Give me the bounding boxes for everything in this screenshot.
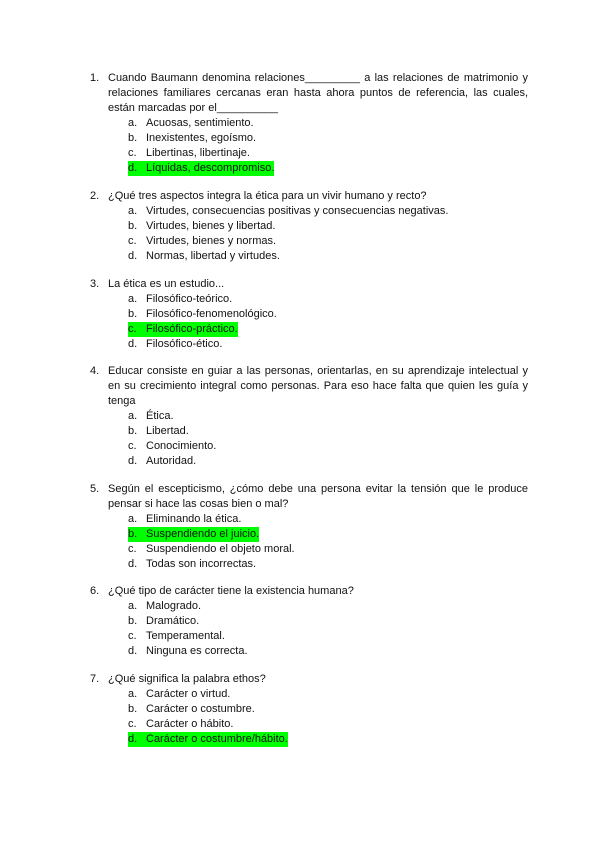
option-letter: c. — [128, 718, 137, 730]
question-number: 3. — [90, 278, 100, 290]
answer-options — [90, 687, 528, 747]
option-letter: a. — [128, 293, 138, 305]
option-d — [128, 732, 528, 747]
option-b — [128, 219, 528, 234]
option-text: Normas, libertad y virtudes. — [146, 250, 280, 262]
option-letter: d. — [128, 161, 146, 176]
option-b — [128, 702, 528, 717]
question-1 — [90, 71, 528, 176]
option-letter: a. — [128, 513, 138, 525]
option-b — [128, 614, 528, 629]
question-number: 4. — [90, 365, 100, 377]
answer-options — [90, 409, 528, 469]
option-text: Suspendiendo el objeto moral. — [146, 543, 295, 555]
option-letter: b. — [128, 527, 146, 542]
option-letter: b. — [128, 615, 138, 627]
option-b — [128, 307, 528, 322]
option-text: Todas son incorrectas. — [146, 558, 257, 570]
option-letter: d. — [128, 558, 138, 570]
answer-options — [90, 292, 528, 352]
option-c — [128, 146, 528, 161]
option-a — [128, 687, 528, 702]
option-letter: d. — [128, 645, 138, 657]
question-6 — [90, 584, 528, 659]
option-letter: b. — [128, 220, 138, 232]
option-b — [128, 527, 528, 542]
option-letter: a. — [128, 600, 138, 612]
question-3 — [90, 277, 528, 352]
option-text: Autoridad. — [146, 455, 197, 467]
option-a — [128, 204, 528, 219]
option-a — [128, 409, 528, 424]
question-7 — [90, 672, 528, 747]
option-letter: a. — [128, 117, 138, 129]
option-text: Ninguna es correcta. — [146, 645, 248, 657]
option-letter: c. — [128, 147, 137, 159]
option-letter: c. — [128, 235, 137, 247]
option-text: Suspendiendo el juicio. — [146, 528, 260, 540]
option-c — [128, 542, 528, 557]
option-letter: d. — [128, 338, 138, 350]
question-text: La ética es un estudio... — [108, 278, 225, 290]
answer-options — [90, 204, 528, 264]
question-number: 7. — [90, 673, 100, 685]
option-d — [128, 337, 528, 352]
option-letter: b. — [128, 703, 138, 715]
option-letter: a. — [128, 688, 138, 700]
option-a — [128, 116, 528, 131]
option-text: Filosófico-teórico. — [146, 293, 233, 305]
option-letter: d. — [128, 250, 138, 262]
option-letter: c. — [128, 322, 146, 337]
option-c — [128, 439, 528, 454]
option-letter: b. — [128, 308, 138, 320]
answer-options — [90, 512, 528, 572]
option-text: Eliminando la ética. — [146, 513, 242, 525]
option-text: Acuosas, sentimiento. — [146, 117, 254, 129]
answer-options — [90, 116, 528, 176]
question-5 — [90, 482, 528, 572]
option-d — [128, 161, 528, 176]
option-letter: d. — [128, 455, 138, 467]
question-text: Cuando Baumann denomina relaciones_________ a las relaciones de matrimonio y relaciones familiares cercanas eran hasta ahora puntos de referencia, las cuales, están marcadas por el__________ — [108, 72, 528, 114]
option-letter: c. — [128, 440, 137, 452]
question-2 — [90, 189, 528, 264]
option-text: Inexistentes, egoísmo. — [146, 132, 257, 144]
question-text: ¿Qué tipo de carácter tiene la existencia humana? — [108, 585, 354, 597]
question-text: Según el escepticismo, ¿cómo debe una persona evitar la tensión que le produce pensar si hace las cosas bien o mal? — [108, 483, 528, 510]
question-number: 1. — [90, 72, 100, 84]
option-c — [128, 234, 528, 249]
question-number: 6. — [90, 585, 100, 597]
option-letter: b. — [128, 425, 138, 437]
option-text: Libertad. — [146, 425, 189, 437]
option-letter: d. — [128, 732, 146, 747]
option-text: Temperamental. — [146, 630, 225, 642]
option-text: Líquidas, descompromiso. — [146, 162, 275, 174]
option-text: Carácter o costumbre. — [146, 703, 255, 715]
option-d — [128, 454, 528, 469]
option-a — [128, 512, 528, 527]
option-text: Libertinas, libertinaje. — [146, 147, 250, 159]
option-text: Dramático. — [146, 615, 200, 627]
option-letter: a. — [128, 205, 138, 217]
option-text: Filosófico-ético. — [146, 338, 223, 350]
option-text: Malogrado. — [146, 600, 202, 612]
option-letter: b. — [128, 132, 138, 144]
option-letter: a. — [128, 410, 138, 422]
option-c — [128, 322, 528, 337]
option-letter: c. — [128, 630, 137, 642]
option-c — [128, 717, 528, 732]
question-text: ¿Qué significa la palabra ethos? — [108, 673, 266, 685]
option-text: Virtudes, consecuencias positivas y consecuencias negativas. — [146, 205, 449, 217]
option-text: Filosófico-fenomenológico. — [146, 308, 277, 320]
option-a — [128, 292, 528, 307]
option-text: Carácter o virtud. — [146, 688, 231, 700]
option-text: Virtudes, bienes y normas. — [146, 235, 277, 247]
answer-options — [90, 599, 528, 659]
option-b — [128, 424, 528, 439]
option-text: Ética. — [146, 410, 174, 422]
option-d — [128, 644, 528, 659]
question-text: ¿Qué tres aspectos integra la ética para un vivir humano y recto? — [108, 190, 427, 202]
option-a — [128, 599, 528, 614]
option-c — [128, 629, 528, 644]
option-text: Carácter o hábito. — [146, 718, 234, 730]
question-4 — [90, 364, 528, 469]
question-text: Educar consiste en guiar a las personas, orientarlas, en su aprendizaje intelectual y en su crecimiento integral como personas. Para eso hace falta que quien les guía y tenga — [108, 365, 528, 407]
option-text: Filosófico-práctico. — [146, 323, 238, 335]
option-text: Conocimiento. — [146, 440, 217, 452]
question-number: 5. — [90, 483, 100, 495]
option-text: Virtudes, bienes y libertad. — [146, 220, 276, 232]
option-d — [128, 557, 528, 572]
option-d — [128, 249, 528, 264]
option-text: Carácter o costumbre/hábito. — [146, 733, 288, 745]
option-b — [128, 131, 528, 146]
option-letter: c. — [128, 543, 137, 555]
question-number: 2. — [90, 190, 100, 202]
